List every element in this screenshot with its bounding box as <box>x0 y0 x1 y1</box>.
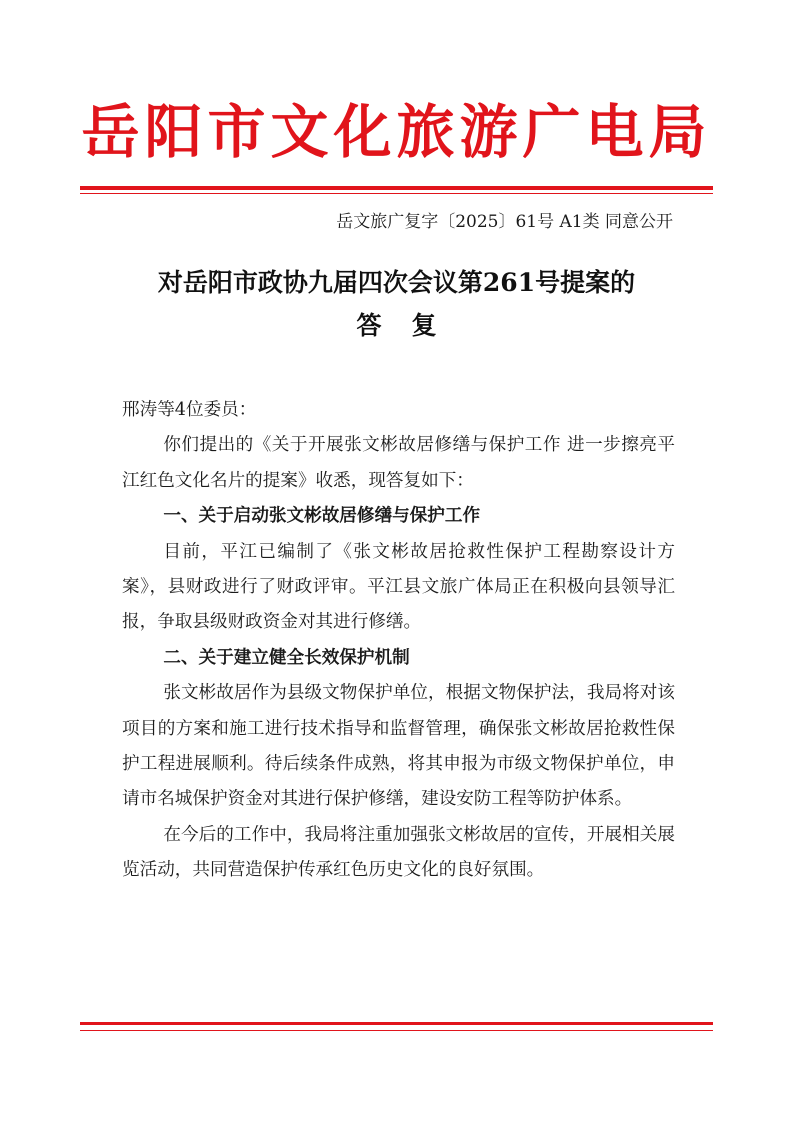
footer-rule-thin <box>80 1030 713 1031</box>
salutation: 邢涛等4位委员： <box>122 400 257 420</box>
section1-paragraph: 目前，平江已编制了《张文彬故居抢救性保护工程勘察设计方案》，县财政进行了财政评审。平江县文旅广体局正在积极向县领导汇报，争取县级财政资金对其进行修缮。 <box>122 541 675 633</box>
masthead-org-name: 岳阳市文化旅游广电局 <box>81 98 712 166</box>
section2-heading: 二、关于建立健全长效保护机制 <box>163 647 410 668</box>
masthead-rule-thin <box>80 193 713 194</box>
closing-paragraph: 在今后的工作中，我局将注重加强张文彬故居的宣传，开展相关展览活动，共同营造保护传承红色历史文化的良好氛围。 <box>122 824 675 881</box>
masthead-rule-thick <box>80 186 713 190</box>
document-number: 岳文旅广复字〔2025〕61号 A1类 同意公开 <box>336 212 673 232</box>
document-body <box>122 393 675 889</box>
section2-paragraph: 张文彬故居作为县级文物保护单位，根据文物保护法，我局将对该项目的方案和施工进行技术指导和监督管理，确保张文彬故居抢救性保护工程进展顺利。待后续条件成熟，将其申报为市级文物保护单位，申请市名城保护资金对其进行保护修缮，建设安防工程等防护体系。 <box>122 683 675 810</box>
intro-paragraph: 你们提出的《关于开展张文彬故居修缮与保护工作 进一步擦亮平江红色文化名片的提案》收悉，现答复如下： <box>122 435 675 491</box>
document-title-line2: 答复 <box>356 311 467 340</box>
footer-rule-thick <box>80 1022 713 1025</box>
document-title-line1: 对岳阳市政协九届四次会议第261号提案的 <box>157 268 636 297</box>
section1-heading: 一、关于启动张文彬故居修缮与保护工作 <box>163 506 481 527</box>
